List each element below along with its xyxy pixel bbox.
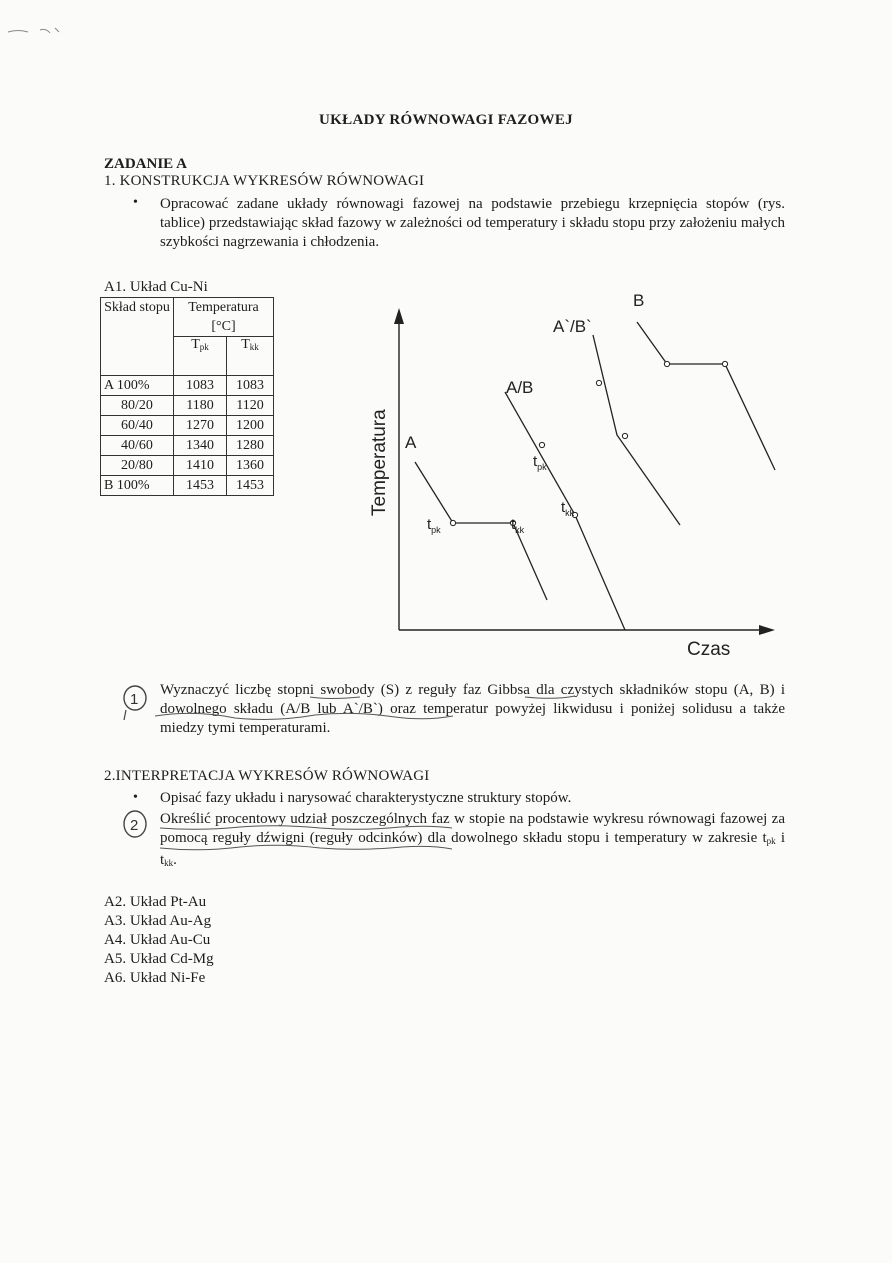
table-cell: 1200 xyxy=(227,416,274,436)
table-cell: 1083 xyxy=(174,376,227,396)
list-item: A6. Układ Ni-Fe xyxy=(104,970,206,986)
point-tpk-b xyxy=(664,361,669,366)
tkk-label-a: $t_{kk}$ xyxy=(511,516,525,535)
section2-bullet2: Określić procentowy udział poszczególnych faz w stopie na podstawie wykresu równowagi fazowej za pomocą reguły dźwigni (reguły odcinków) dla dowolnego składu stopu i temperatury w zakresie $t_{pk}$ i $t_{kk}$. xyxy=(160,811,786,868)
list-item: A5. Układ Cd-Mg xyxy=(104,951,214,967)
point-tpk-a xyxy=(450,520,455,525)
table-cell: 1120 xyxy=(227,396,274,416)
table-cell: 1280 xyxy=(227,436,274,456)
point-tkk-b xyxy=(722,361,727,366)
point-tpk-apbp xyxy=(596,380,601,385)
point-tpk-ab xyxy=(539,442,544,447)
label-ab: A/B xyxy=(506,378,534,397)
section1-heading: 1. KONSTRUKCJA WYKRESÓW RÓWNOWAGI xyxy=(104,173,425,189)
curve-b xyxy=(637,322,775,470)
list-item: A4. Układ Au-Cu xyxy=(104,932,211,948)
task-heading: ZADANIE A xyxy=(104,156,187,172)
table-cell: A 100% xyxy=(101,376,174,396)
table-cell: 1410 xyxy=(174,456,227,476)
a1-caption: A1. Układ Cu-Ni xyxy=(104,279,208,295)
section2-heading: 2.INTERPRETACJA WYKRESÓW RÓWNOWAGI xyxy=(104,768,430,784)
section1-bullet1: Opracować zadane układy równowagi fazowej na podstawie przebiegu krzepnięcia stopów (rys. tablice) przedstawiając skład fazowy w zależności od temperatury i składu stopu przy założeniu małych szybkości nagrzewania i chłodzenia. xyxy=(160,196,785,250)
tpk-label-a: $t_{pk}$ xyxy=(427,516,441,535)
handwritten-underlines xyxy=(155,690,795,740)
bullet-marker: • xyxy=(133,195,138,210)
tkk-label-ab: $t_{kk}$ xyxy=(561,499,575,518)
table-cell: 20/80 xyxy=(101,456,174,476)
table-cell: 1453 xyxy=(174,476,227,496)
svg-text:2: 2 xyxy=(130,817,139,834)
table-cell: 80/20 xyxy=(101,396,174,416)
label-a: A xyxy=(405,433,417,452)
bullet-marker: • xyxy=(133,790,138,805)
list-item: A3. Układ Au-Ag xyxy=(104,913,212,929)
table-cell: 60/40 xyxy=(101,416,174,436)
cooling-curves-diagram xyxy=(355,280,785,670)
x-axis-label: Czas xyxy=(687,639,731,660)
col-temp-header: Temperatura [°C] xyxy=(174,298,274,337)
section1-bullet2: Wyznaczyć liczbę stopni swobody (S) z reguły faz Gibbsa dla czystych składników stopu (A, B) i dowolnego składu (A/B lub A`/B`) oraz temperatur powyżej likwidusu i poniżej solidusu a także miedzy tymi temperaturami. xyxy=(160,682,785,736)
list-item: A2. Układ Pt-Au xyxy=(104,894,207,910)
systems-list xyxy=(104,893,214,988)
y-axis-label: Temperatura xyxy=(369,409,390,516)
table-cell: 1083 xyxy=(227,376,274,396)
y-axis-arrow xyxy=(394,308,404,324)
label-apbp: A`/B` xyxy=(553,317,592,336)
col-tpk: $T_{pk}$ xyxy=(174,337,227,376)
point-tkk-apbp xyxy=(622,433,627,438)
col-sklad-header: Skład stopu xyxy=(101,298,174,376)
section2-bullet1: Opisać fazy układu i narysować charakterystyczne struktury stopów. xyxy=(160,790,572,806)
page-title: UKŁADY RÓWNOWAGI FAZOWEJ xyxy=(319,112,573,128)
label-b: B xyxy=(633,291,645,310)
scan-mark xyxy=(0,20,80,60)
handwritten-underlines-2 xyxy=(160,820,800,860)
cu-ni-table xyxy=(100,297,274,496)
table-cell: 40/60 xyxy=(101,436,174,456)
x-axis-arrow xyxy=(759,625,775,635)
table-cell: 1360 xyxy=(227,456,274,476)
table-cell: 1180 xyxy=(174,396,227,416)
table-cell: 1453 xyxy=(227,476,274,496)
annotation-circle-1 xyxy=(120,682,152,726)
annotation-circle-2 xyxy=(120,806,152,850)
tpk-label-ab: $t_{pk}$ xyxy=(533,453,547,472)
table-cell: 1340 xyxy=(174,436,227,456)
table-cell: 1270 xyxy=(174,416,227,436)
unit-label: [°C] xyxy=(211,319,236,334)
table-cell: B 100% xyxy=(101,476,174,496)
col-tkk: $T_{kk}$ xyxy=(227,337,274,376)
svg-text:1: 1 xyxy=(130,691,139,708)
